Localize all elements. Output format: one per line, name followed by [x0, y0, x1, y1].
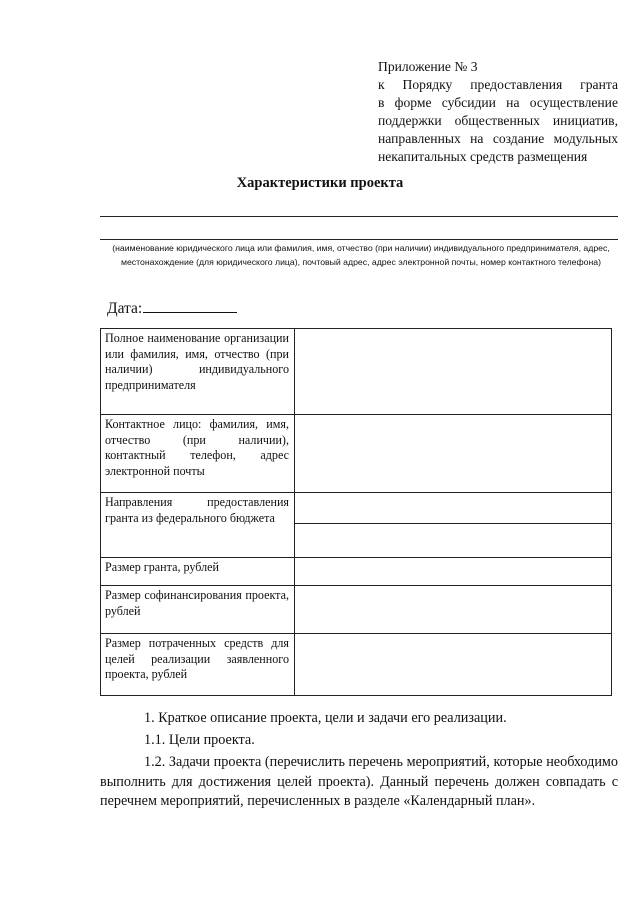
row-label-spent-funds: Размер потраченных средств для целей реализации заявленного проекта, рублей	[101, 634, 295, 696]
appendix-line: некапитальных средств размещения	[378, 149, 588, 164]
fill-in-line	[100, 239, 618, 240]
document-title: Характеристики проекта	[236, 175, 404, 191]
section-1-1: 1.1. Цели проекта.	[144, 732, 255, 748]
row-value-grant-directions-1[interactable]	[295, 493, 612, 524]
row-label-cofinancing: Размер софинансирования проекта, рублей	[101, 586, 295, 634]
date-blank[interactable]	[143, 297, 237, 313]
row-label-grant-directions: Направления предоставления гранта из федерального бюджета	[101, 493, 295, 558]
section-1-2: 1.2. Задачи проекта (перечислить перечень мероприятий, которые необходимо выполнить для достижения целей проекта). Данный перечень должен совпадать с перечнем мероприятий, перечисленных в разделе «Календарный план».	[100, 754, 618, 809]
table-row	[101, 415, 612, 493]
row-label-contact: Контактное лицо: фамилия, имя, отчество (при наличии), контактный телефон, адрес электронной почты	[101, 415, 295, 493]
table-row	[101, 586, 612, 634]
project-table	[100, 328, 612, 696]
date-label: Дата:	[107, 300, 143, 317]
row-value-full-name[interactable]	[295, 329, 612, 415]
row-value-spent-funds[interactable]	[295, 634, 612, 696]
fill-in-line	[100, 216, 618, 217]
table-row	[101, 634, 612, 696]
appendix-number: Приложение № 3	[378, 59, 478, 74]
row-value-cofinancing[interactable]	[295, 586, 612, 634]
date-field	[107, 297, 237, 318]
fill-in-caption: (наименование юридического лица или фамилия, имя, отчество (при наличии) индивидуального предпринимателя, адрес, местонахождение (для юридического лица), почтовый адрес, адрес электронной почты, номер контактного телефона)	[112, 243, 610, 267]
table-row	[101, 493, 612, 524]
row-value-contact[interactable]	[295, 415, 612, 493]
table-row	[101, 329, 612, 415]
row-value-grant-size[interactable]	[295, 558, 612, 586]
row-value-grant-directions-2[interactable]	[295, 524, 612, 558]
row-label-full-name: Полное наименование организации или фамилия, имя, отчество (при наличии) индивидуального предпринимателя	[101, 329, 295, 415]
row-label-grant-size: Размер гранта, рублей	[101, 558, 295, 586]
appendix-line: направленных на создание модульных	[378, 131, 618, 146]
appendix-line: к Порядку предоставления гранта	[378, 77, 618, 92]
table-row	[101, 558, 612, 586]
appendix-header	[378, 58, 618, 166]
appendix-line: в форме субсидии на осуществление	[378, 95, 618, 110]
section-1-heading: 1. Краткое описание проекта, цели и задачи его реализации.	[144, 710, 507, 726]
appendix-line: поддержки общественных инициатив,	[378, 113, 618, 128]
